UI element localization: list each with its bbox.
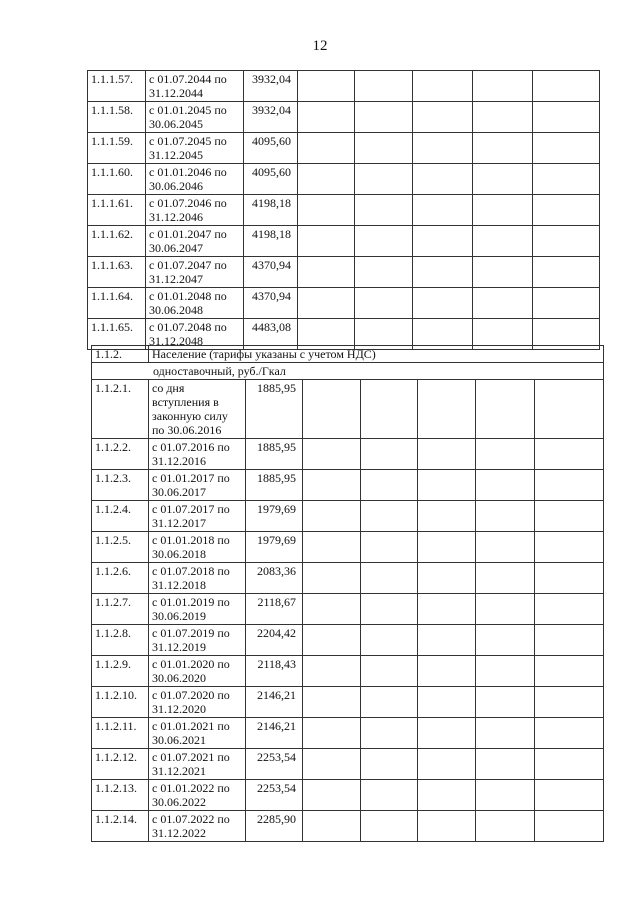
empty-cell (298, 195, 355, 226)
empty-cell (355, 288, 413, 319)
row-period: с 01.07.2020 по 31.12.2020 (149, 687, 246, 718)
empty-cell (303, 532, 361, 563)
empty-cell (473, 102, 533, 133)
row-number: 1.1.2.4. (92, 501, 149, 532)
page-number: 12 (312, 38, 328, 54)
row-period: с 01.01.2021 по 30.06.2021 (149, 718, 246, 749)
empty-cell (418, 439, 476, 470)
empty-cell (355, 257, 413, 288)
row-number: 1.1.2.1. (92, 380, 149, 439)
empty-cell (418, 687, 476, 718)
row-value: 2146,21 (246, 718, 303, 749)
empty-cell (361, 470, 418, 501)
row-period: с 01.01.2045 по 30.06.2045 (146, 102, 244, 133)
row-period: с 01.07.2022 по 31.12.2022 (149, 811, 246, 842)
row-period: с 01.01.2018 по 30.06.2018 (149, 532, 246, 563)
row-value: 4095,60 (244, 133, 298, 164)
empty-cell (298, 164, 355, 195)
table-row (92, 749, 604, 780)
empty-cell (303, 749, 361, 780)
tariff-table-part-1 (87, 70, 600, 350)
empty-cell (418, 380, 476, 439)
row-period: с 01.07.2017 по 31.12.2017 (149, 501, 246, 532)
section-subtitle (92, 363, 604, 380)
empty-cell (473, 164, 533, 195)
empty-cell (476, 780, 535, 811)
table-row (88, 164, 600, 195)
row-period: с 01.07.2018 по 31.12.2018 (149, 563, 246, 594)
empty-cell (361, 780, 418, 811)
row-number: 1.1.2.5. (92, 532, 149, 563)
empty-cell (476, 625, 535, 656)
row-period: с 01.07.2019 по 31.12.2019 (149, 625, 246, 656)
empty-cell (418, 811, 476, 842)
empty-cell (476, 687, 535, 718)
row-value: 4483,08 (244, 319, 298, 350)
empty-cell (298, 133, 355, 164)
section-subtitle-text: одноставочный, руб./Гкал (153, 364, 286, 378)
empty-cell (298, 288, 355, 319)
row-value: 3932,04 (244, 102, 298, 133)
row-number: 1.1.2.7. (92, 594, 149, 625)
table-row (88, 257, 600, 288)
empty-cell (355, 164, 413, 195)
empty-cell (476, 501, 535, 532)
empty-cell (361, 625, 418, 656)
row-value: 4370,94 (244, 288, 298, 319)
row-value: 2083,36 (246, 563, 303, 594)
row-value: 1885,95 (246, 470, 303, 501)
table-row (92, 687, 604, 718)
row-period: с 01.01.2019 по 30.06.2019 (149, 594, 246, 625)
empty-cell (535, 811, 604, 842)
row-number: 1.1.1.64. (88, 288, 146, 319)
empty-cell (303, 380, 361, 439)
empty-cell (533, 164, 600, 195)
empty-cell (476, 563, 535, 594)
empty-cell (355, 133, 413, 164)
empty-cell (535, 749, 604, 780)
row-value: 1979,69 (246, 501, 303, 532)
row-value: 2118,67 (246, 594, 303, 625)
section-title: Население (тарифы указаны с учетом НДС) (149, 346, 604, 363)
row-number: 1.1.1.57. (88, 71, 146, 102)
table-row (88, 133, 600, 164)
empty-cell (535, 380, 604, 439)
table-row (88, 71, 600, 102)
row-number: 1.1.2.10. (92, 687, 149, 718)
empty-cell (476, 470, 535, 501)
row-period: с 01.07.2044 по 31.12.2044 (146, 71, 244, 102)
empty-cell (418, 501, 476, 532)
empty-cell (476, 594, 535, 625)
row-number: 1.1.2.2. (92, 439, 149, 470)
table-row (92, 563, 604, 594)
empty-cell (303, 780, 361, 811)
row-period: с 01.07.2021 по 31.12.2021 (149, 749, 246, 780)
row-number: 1.1.2.13. (92, 780, 149, 811)
empty-cell (303, 625, 361, 656)
table-row (92, 380, 604, 439)
table-row (88, 102, 600, 133)
empty-cell (303, 811, 361, 842)
empty-cell (535, 532, 604, 563)
empty-cell (298, 102, 355, 133)
empty-cell (361, 563, 418, 594)
row-number: 1.1.1.58. (88, 102, 146, 133)
empty-cell (473, 226, 533, 257)
empty-cell (535, 656, 604, 687)
row-number: 1.1.2.11. (92, 718, 149, 749)
table-row (88, 288, 600, 319)
empty-cell (413, 195, 473, 226)
empty-cell (303, 439, 361, 470)
empty-cell (361, 380, 418, 439)
empty-cell (361, 687, 418, 718)
row-value: 4370,94 (244, 257, 298, 288)
row-period: с 01.01.2046 по 30.06.2046 (146, 164, 244, 195)
row-value: 2285,90 (246, 811, 303, 842)
row-number: 1.1.2.8. (92, 625, 149, 656)
empty-cell (298, 257, 355, 288)
empty-cell (413, 257, 473, 288)
row-value: 4198,18 (244, 195, 298, 226)
row-period: с 01.07.2048 по 31.12.2048 (146, 319, 244, 350)
empty-cell (303, 563, 361, 594)
empty-cell (473, 133, 533, 164)
table-row (92, 501, 604, 532)
empty-cell (473, 195, 533, 226)
empty-cell (473, 288, 533, 319)
empty-cell (298, 71, 355, 102)
row-period: с 01.07.2046 по 31.12.2046 (146, 195, 244, 226)
row-value: 1979,69 (246, 532, 303, 563)
row-period: с 01.01.2020 по 30.06.2020 (149, 656, 246, 687)
empty-cell (418, 656, 476, 687)
empty-cell (476, 380, 535, 439)
row-period: с 01.07.2047 по 31.12.2047 (146, 257, 244, 288)
row-number: 1.1.2.3. (92, 470, 149, 501)
empty-cell (298, 226, 355, 257)
empty-cell (361, 749, 418, 780)
empty-cell (418, 780, 476, 811)
row-value: 2118,43 (246, 656, 303, 687)
row-value: 1885,95 (246, 439, 303, 470)
row-value: 2253,54 (246, 780, 303, 811)
empty-cell (535, 563, 604, 594)
empty-cell (533, 288, 600, 319)
empty-cell (533, 102, 600, 133)
section-subtitle-row (92, 363, 604, 380)
empty-cell (535, 439, 604, 470)
empty-cell (535, 625, 604, 656)
row-period: с 01.01.2048 по 30.06.2048 (146, 288, 244, 319)
empty-cell (533, 195, 600, 226)
row-value: 3932,04 (244, 71, 298, 102)
empty-cell (476, 532, 535, 563)
empty-cell (476, 439, 535, 470)
empty-cell (535, 501, 604, 532)
row-number: 1.1.1.59. (88, 133, 146, 164)
empty-cell (535, 718, 604, 749)
empty-cell (361, 718, 418, 749)
empty-cell (418, 470, 476, 501)
table-row (92, 718, 604, 749)
row-number: 1.1.2.9. (92, 656, 149, 687)
row-value: 1885,95 (246, 380, 303, 439)
empty-cell (476, 718, 535, 749)
empty-cell (303, 501, 361, 532)
empty-cell (413, 164, 473, 195)
row-period: с 01.01.2017 по 30.06.2017 (149, 470, 246, 501)
table-row (92, 594, 604, 625)
empty-cell (476, 811, 535, 842)
empty-cell (533, 71, 600, 102)
table-row (88, 195, 600, 226)
section-header-row (92, 346, 604, 363)
row-value: 2204,42 (246, 625, 303, 656)
empty-cell (303, 687, 361, 718)
row-period: с 01.01.2022 по 30.06.2022 (149, 780, 246, 811)
empty-cell (418, 625, 476, 656)
table-row (88, 226, 600, 257)
empty-cell (418, 594, 476, 625)
empty-cell (303, 656, 361, 687)
empty-cell (418, 749, 476, 780)
table-row (92, 811, 604, 842)
empty-cell (533, 257, 600, 288)
empty-cell (418, 532, 476, 563)
empty-cell (355, 195, 413, 226)
empty-cell (533, 226, 600, 257)
row-number: 1.1.2.12. (92, 749, 149, 780)
empty-cell (355, 226, 413, 257)
row-number: 1.1.1.62. (88, 226, 146, 257)
row-value: 4198,18 (244, 226, 298, 257)
section-number: 1.1.2. (92, 346, 149, 363)
empty-cell (476, 749, 535, 780)
table-row (92, 780, 604, 811)
empty-cell (355, 71, 413, 102)
empty-cell (361, 532, 418, 563)
empty-cell (355, 102, 413, 133)
empty-cell (303, 718, 361, 749)
tariff-table-part-2 (91, 345, 604, 842)
empty-cell (413, 288, 473, 319)
row-period: с 01.01.2047 по 30.06.2047 (146, 226, 244, 257)
row-period: с 01.07.2045 по 31.12.2045 (146, 133, 244, 164)
empty-cell (418, 718, 476, 749)
table-row (92, 625, 604, 656)
empty-cell (418, 563, 476, 594)
empty-cell (476, 656, 535, 687)
row-number: 1.1.1.63. (88, 257, 146, 288)
row-value: 4095,60 (244, 164, 298, 195)
row-number: 1.1.1.65. (88, 319, 146, 350)
empty-cell (535, 687, 604, 718)
empty-cell (535, 780, 604, 811)
table-row (92, 532, 604, 563)
empty-cell (413, 71, 473, 102)
table-row (92, 656, 604, 687)
row-number: 1.1.2.6. (92, 563, 149, 594)
table-row (92, 470, 604, 501)
empty-cell (361, 594, 418, 625)
empty-cell (303, 470, 361, 501)
empty-cell (361, 811, 418, 842)
empty-cell (473, 257, 533, 288)
row-number: 1.1.1.61. (88, 195, 146, 226)
empty-cell (535, 470, 604, 501)
empty-cell (533, 133, 600, 164)
row-number: 1.1.2.14. (92, 811, 149, 842)
empty-cell (361, 439, 418, 470)
empty-cell (413, 226, 473, 257)
empty-cell (303, 594, 361, 625)
row-period: с 01.07.2016 по 31.12.2016 (149, 439, 246, 470)
empty-cell (413, 102, 473, 133)
row-value: 2146,21 (246, 687, 303, 718)
empty-cell (361, 501, 418, 532)
empty-cell (361, 656, 418, 687)
empty-cell (413, 133, 473, 164)
table-row (92, 439, 604, 470)
row-value: 2253,54 (246, 749, 303, 780)
empty-cell (473, 71, 533, 102)
empty-cell (535, 594, 604, 625)
row-period: со дня вступления в законную силу по 30.06.2016 (149, 380, 246, 439)
row-number: 1.1.1.60. (88, 164, 146, 195)
